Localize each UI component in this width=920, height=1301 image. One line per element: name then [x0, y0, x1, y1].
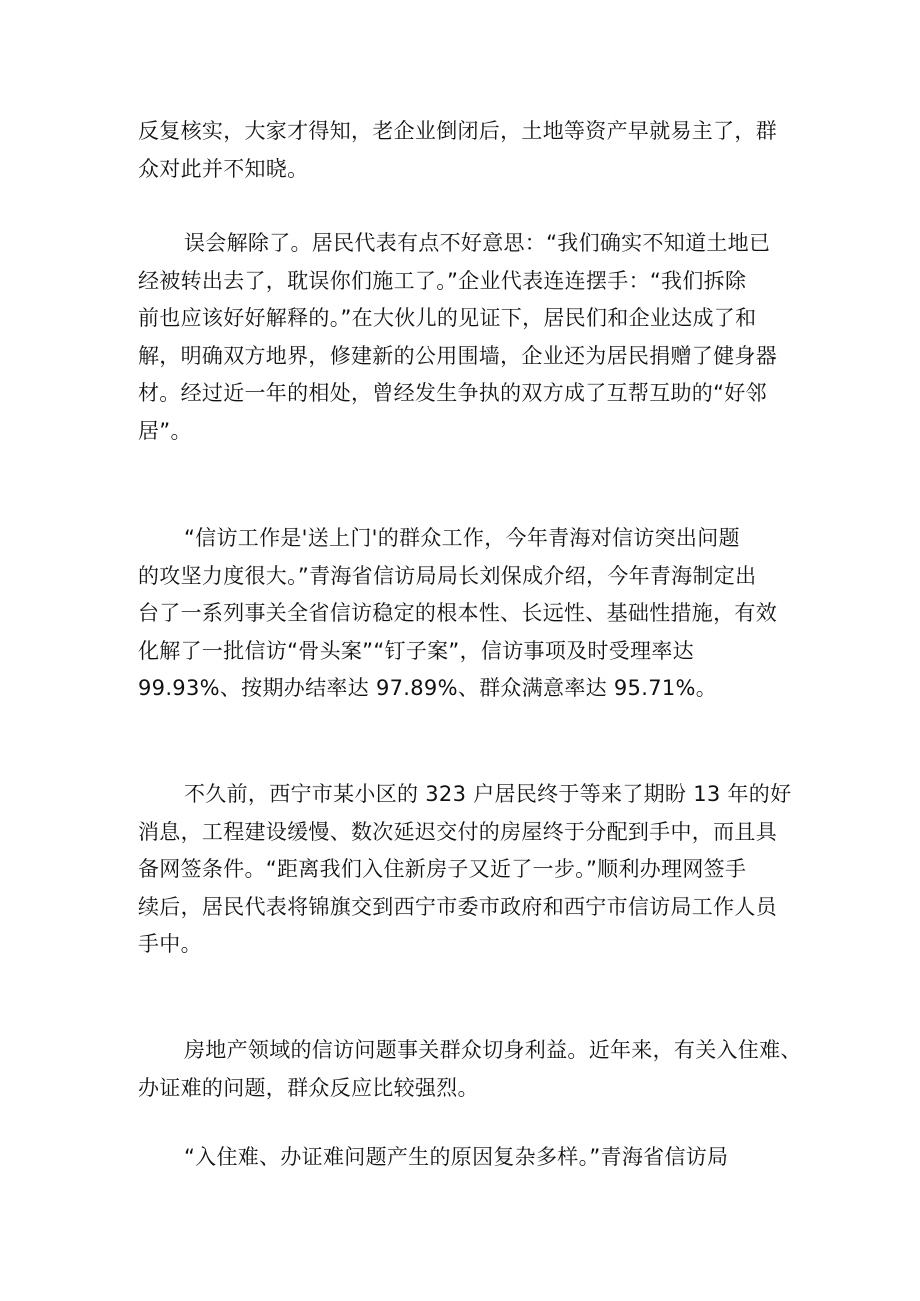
text-line: 化解了一批信访“骨头案”“钉子案”，信访事项及时受理率达: [138, 638, 694, 663]
paragraph-5: [138, 1032, 802, 1107]
text-line: 居”。: [138, 418, 192, 443]
text-line: 续后，居民代表将锦旗交到西宁市委市政府和西宁市信访局工作人员: [138, 894, 777, 919]
text-line: 备网签条件。“距离我们入住新房子又近了一步。”顺利办理网签手: [138, 857, 747, 881]
text-line: 反复核实，大家才得知，老企业倒闭后，土地等资产早就易主了，群: [138, 119, 777, 143]
text-line: “入住难、办证难问题产生的原因复杂多样。”青海省信访局: [184, 1145, 729, 1169]
text-line: 手中。: [138, 932, 202, 956]
paragraph-6: [138, 1139, 728, 1177]
text-line: 众对此并不知晓。: [138, 156, 309, 181]
paragraph-4: [138, 776, 791, 964]
paragraph-1: [138, 113, 777, 188]
paragraph-2: [138, 225, 777, 450]
text-line: 经被转出去了，耽误你们施工了。”企业代表连连摆手：“我们拆除: [138, 268, 747, 293]
text-line: 消息，工程建设缓慢、数次延迟交付的房屋终于分配到手中，而且具: [138, 819, 777, 844]
text-line: 前也应该好好解释的。”在大伙儿的见证下，居民们和企业达成了和: [138, 306, 757, 330]
text-line: 房地产领域的信访问题事关群众切身利益。近年来，有关入住难、: [184, 1038, 802, 1062]
text-line: 不久前，西宁市某小区的 323 户居民终于等来了期盼 13 年的好: [184, 782, 792, 806]
text-line: 办证难的问题，群众反应比较强烈。: [138, 1075, 479, 1100]
text-line: 误会解除了。居民代表有点不好意思：“我们确实不知道土地已: [184, 231, 771, 255]
text-line: 的攻坚力度很大。”青海省信访局局长刘保成介绍，今年青海制定出: [138, 563, 757, 588]
text-line: 台了一系列事关全省信访稳定的根本性、长远性、基础性措施，有效: [138, 601, 777, 625]
text-line: “信访工作是'送上门'的群众工作，今年青海对信访突出问题: [184, 526, 740, 550]
paragraph-3: [138, 520, 777, 708]
text-line: 99.93%、按期办结率达 97.89%、群众满意率达 95.71%。: [138, 676, 718, 700]
text-line: 解，明确双方地界，修建新的公用围墙，企业还为居民捐赠了健身器: [138, 343, 777, 368]
text-line: 材。经过近一年的相处，曾经发生争执的双方成了互帮互助的“好邻: [138, 381, 767, 405]
